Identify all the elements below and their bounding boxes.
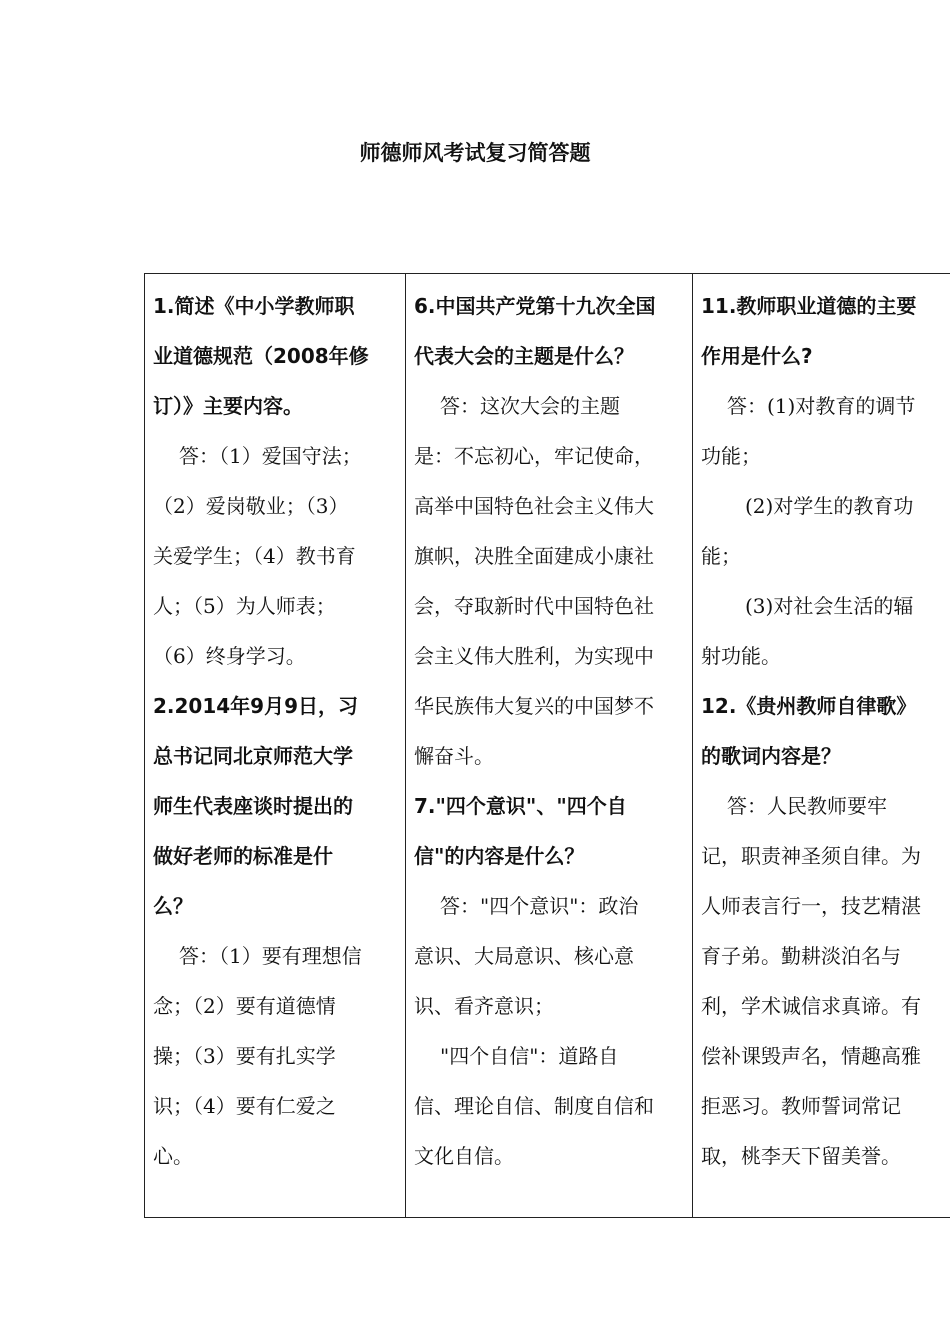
answer-line: 记，职责神圣须自律。为: [701, 844, 921, 868]
answer-line: （2）爱岗敬业；（3）: [153, 494, 349, 518]
answer-line: 射功能。: [701, 644, 781, 668]
answer-line: 答：（1）要有理想信: [179, 944, 362, 968]
qa-table: [144, 273, 950, 1218]
answer-line: 人师表言行一，技艺精湛: [701, 894, 921, 918]
answer-line: 偿补课毁声名，情趣高雅: [701, 1044, 921, 1068]
answer-line: 答：人民教师要牢: [727, 794, 887, 818]
column-3: [693, 274, 950, 1217]
page-title: 师德师风考试复习简答题: [359, 141, 591, 165]
question-line: 的歌词内容是？: [701, 744, 841, 768]
answer-line: 心。: [153, 1144, 193, 1168]
answer-line: 操；（3）要有扎实学: [153, 1044, 336, 1068]
answer-line: 高举中国特色社会主义伟大: [414, 494, 654, 518]
answer-line: 功能；: [701, 444, 761, 468]
column-1: [145, 274, 406, 1217]
answer-line: 关爱学生；（4）教书育: [153, 544, 356, 568]
question-line: 订）》主要内容。: [153, 394, 303, 418]
answer-line: 答："四个意识"：政治: [440, 894, 639, 918]
answer-line: 答：（1）爱国守法；: [179, 444, 362, 468]
question-line: 11.教师职业道德的主要: [701, 294, 917, 318]
answer-line: 是：不忘初心，牢记使命，: [414, 444, 654, 468]
question-line: 么？: [153, 894, 193, 918]
question-line: 信"的内容是什么？: [414, 844, 585, 868]
question-line: 作用是什么?: [701, 344, 813, 368]
answer-line: 取，桃李天下留美誉。: [701, 1144, 901, 1168]
question-line: 7."四个意识"、"四个自: [414, 794, 627, 818]
answer-line: 信、理论自信、制度自信和: [414, 1094, 654, 1118]
question-line: 1.简述《中小学教师职: [153, 294, 355, 318]
answer-line: 文化自信。: [414, 1144, 514, 1168]
answer-line: 会，夺取新时代中国特色社: [414, 594, 654, 618]
answer-line: 育子弟。勤耕淡泊名与: [701, 944, 901, 968]
answer-line: 识、看齐意识；: [414, 994, 554, 1018]
answer-line: （6）终身学习。: [153, 644, 306, 668]
answer-line: 念；（2）要有道德情: [153, 994, 336, 1018]
answer-line: (2)对学生的教育功: [745, 494, 914, 518]
question-line: 业道德规范（2008年修: [153, 344, 369, 368]
answer-line: 会主义伟大胜利，为实现中: [414, 644, 654, 668]
answer-line: 利，学术诚信求真谛。有: [701, 994, 921, 1018]
answer-line: "四个自信"：道路自: [440, 1044, 619, 1068]
question-line: 总书记同北京师范大学: [153, 744, 353, 768]
question-line: 12.《贵州教师自律歌》: [701, 694, 917, 718]
question-line: 代表大会的主题是什么？: [414, 344, 634, 368]
answer-line: 旗帜，决胜全面建成小康社: [414, 544, 654, 568]
answer-line: 人；（5）为人师表；: [153, 594, 336, 618]
question-line: 6.中国共产党第十九次全国: [414, 294, 656, 318]
answer-line: 懈奋斗。: [414, 744, 494, 768]
answer-line: 意识、大局意识、核心意: [414, 944, 634, 968]
question-line: 师生代表座谈时提出的: [153, 794, 353, 818]
answer-line: 华民族伟大复兴的中国梦不: [414, 694, 654, 718]
answer-line: 答：(1)对教育的调节: [727, 394, 916, 418]
answer-line: (3)对社会生活的辐: [745, 594, 914, 618]
question-line: 做好老师的标准是什: [153, 844, 333, 868]
column-2: [406, 274, 693, 1217]
answer-line: 答：这次大会的主题: [440, 394, 620, 418]
answer-line: 能；: [701, 544, 741, 568]
question-line: 2.2014年9月9日，习: [153, 694, 359, 718]
answer-line: 识；（4）要有仁爱之: [153, 1094, 336, 1118]
answer-line: 拒恶习。教师誓词常记: [701, 1094, 901, 1118]
